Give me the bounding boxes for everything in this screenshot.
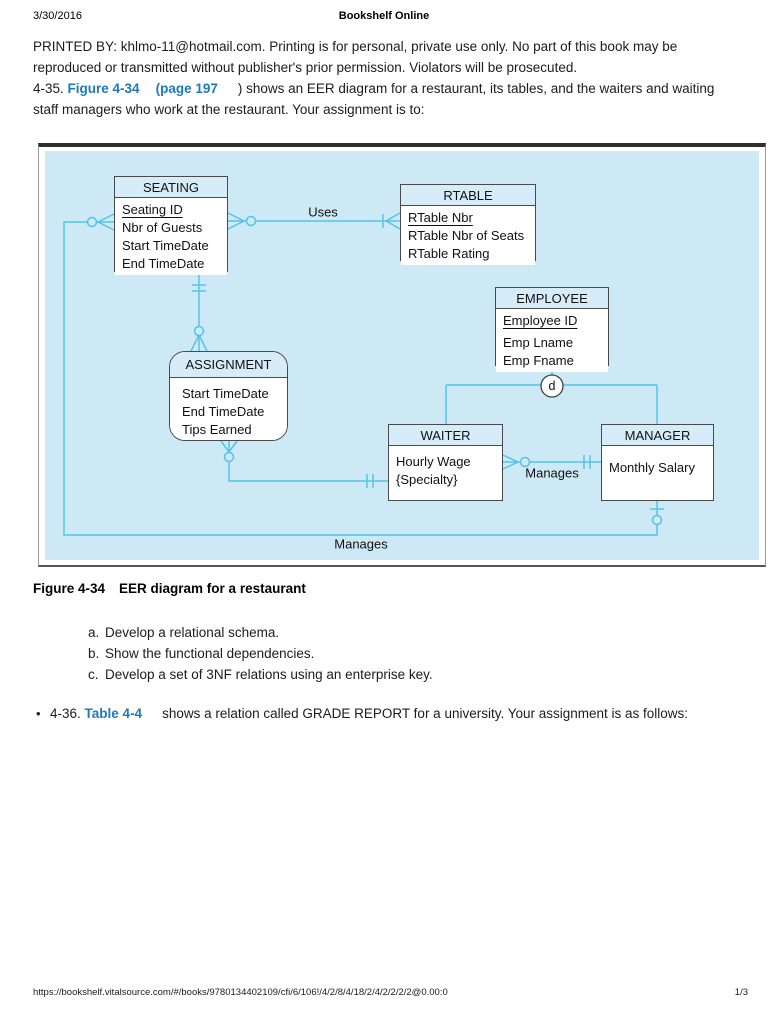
figure-caption-text: EER diagram for a restaurant bbox=[119, 581, 306, 596]
task-marker: c. bbox=[88, 667, 99, 682]
entity-assignment bbox=[169, 351, 288, 441]
figure-caption-label: Figure 4-34 bbox=[33, 581, 106, 596]
attribute: RTable Nbr of Seats bbox=[408, 228, 525, 243]
entity-employee bbox=[495, 287, 609, 366]
task-item-a bbox=[88, 622, 433, 643]
entity-manager-title: MANAGER bbox=[602, 425, 713, 446]
attribute: Emp Fname bbox=[503, 353, 574, 368]
attribute: End TimeDate bbox=[182, 404, 265, 419]
attribute: Hourly Wage bbox=[396, 454, 471, 469]
attribute: Start TimeDate bbox=[122, 238, 209, 253]
question-text: shows an EER diagram for a restaurant, its tables, and the waiters and waiting staff managers who work at the restaurant. Your assignment is to: bbox=[33, 81, 715, 117]
entity-waiter-title: WAITER bbox=[389, 425, 502, 446]
attribute: Monthly Salary bbox=[609, 460, 695, 475]
bullet-icon: • bbox=[36, 706, 41, 721]
attribute: Employee ID bbox=[503, 313, 578, 328]
entity-rtable-title: RTABLE bbox=[401, 185, 535, 206]
task-item-b bbox=[88, 643, 433, 664]
attribute: Emp Lname bbox=[503, 335, 574, 350]
uses-label: Uses bbox=[308, 204, 338, 220]
table-4-4-link[interactable]: Table 4-4 bbox=[84, 706, 143, 721]
attribute: End TimeDate bbox=[122, 256, 205, 271]
figure-4-34-link[interactable]: Figure 4-34 bbox=[67, 81, 140, 96]
entity-seating-title: SEATING bbox=[115, 177, 227, 198]
attribute: {Specialty} bbox=[396, 472, 458, 487]
question-4-35 bbox=[33, 78, 743, 120]
footer-page-number: 1/3 bbox=[734, 987, 748, 998]
manages-label: Manages bbox=[525, 465, 579, 481]
task-text: Develop a set of 3NF relations using an enterprise key. bbox=[105, 667, 433, 682]
attribute: Nbr of Guests bbox=[122, 220, 203, 235]
task-marker: b. bbox=[88, 646, 100, 661]
question-4-36 bbox=[36, 703, 751, 724]
print-notice: PRINTED BY: khlmo-11@hotmail.com. Printing is for personal, private use only. No part of this book may be reproduced or transmitted without publisher's prior permission. Violators will be prosecuted. bbox=[33, 39, 678, 75]
question-number: 4-36. bbox=[50, 706, 81, 721]
figure-caption bbox=[33, 581, 306, 596]
entity-seating bbox=[114, 176, 228, 272]
header-site-title: Bookshelf Online bbox=[338, 10, 430, 22]
entity-assignment-title: ASSIGNMENT bbox=[170, 352, 287, 378]
attribute: RTable Nbr bbox=[408, 210, 473, 225]
attribute: Seating ID bbox=[122, 202, 183, 217]
assignment-waiter-connector bbox=[221, 441, 388, 488]
entity-manager bbox=[601, 424, 714, 501]
page-197-link[interactable]: (page 197 bbox=[155, 81, 218, 96]
task-item-c bbox=[88, 664, 433, 685]
entity-waiter bbox=[388, 424, 503, 501]
disjoint-d-label: d bbox=[548, 379, 556, 393]
task-text: Show the functional dependencies. bbox=[105, 646, 315, 661]
attribute: RTable Rating bbox=[408, 246, 490, 261]
seating-assignment-connector bbox=[191, 272, 207, 351]
attribute: Start TimeDate bbox=[182, 386, 269, 401]
subtype-connector bbox=[446, 366, 657, 424]
close-paren: ) bbox=[237, 81, 243, 96]
attribute: Tips Earned bbox=[182, 422, 252, 437]
figure-frame bbox=[38, 143, 766, 567]
entity-rtable bbox=[400, 184, 536, 261]
manages-bottom-label: Manages bbox=[334, 536, 388, 552]
eer-diagram bbox=[39, 147, 766, 567]
task-marker: a. bbox=[88, 625, 100, 640]
header-date: 3/30/2016 bbox=[33, 10, 82, 22]
task-list bbox=[88, 622, 433, 685]
entity-employee-title: EMPLOYEE bbox=[496, 288, 608, 309]
question-text: shows a relation called GRADE REPORT for a university. Your assignment is as follows: bbox=[162, 706, 689, 721]
footer-url: https://bookshelf.vitalsource.com/#/books/9780134402109/cfi/6/106!/4/2/8/4/18/2/4/2/2/2/2@0.00:0 bbox=[33, 987, 448, 998]
task-text: Develop a relational schema. bbox=[105, 625, 280, 640]
question-number: 4-35. bbox=[33, 81, 64, 96]
